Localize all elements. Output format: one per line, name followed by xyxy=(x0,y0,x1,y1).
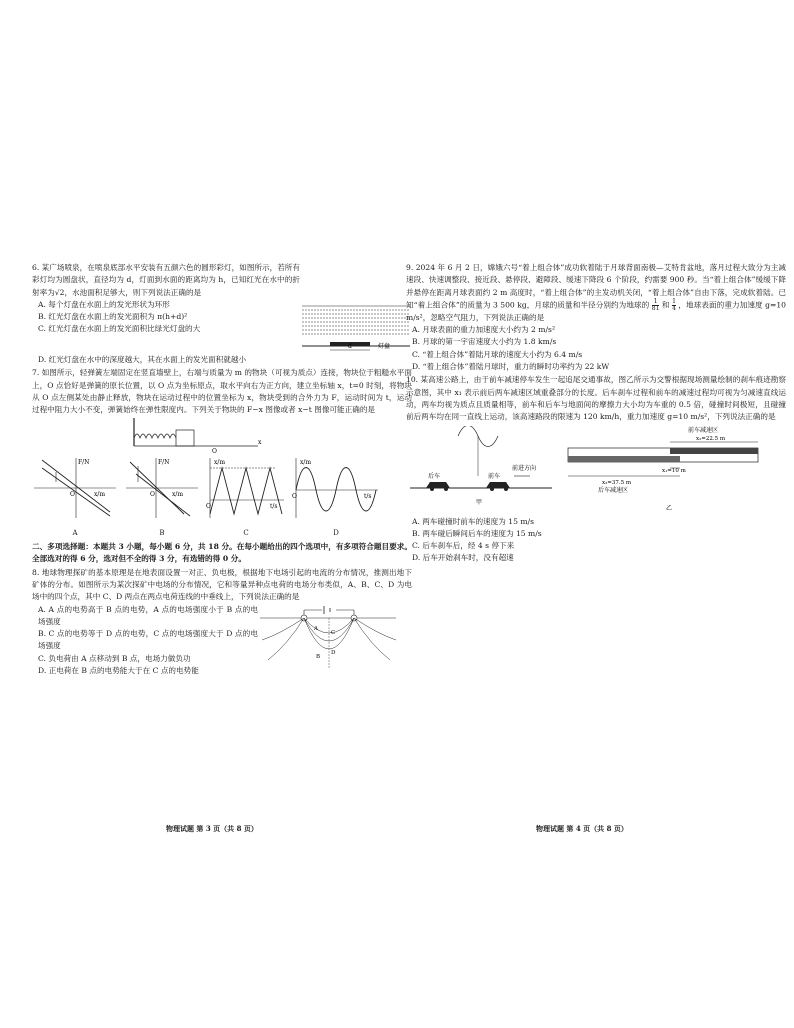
q7-c-xlab: t/s xyxy=(270,503,278,511)
question-7 xyxy=(32,367,412,539)
question-8 xyxy=(32,567,412,678)
q7-a-ylab: F/N xyxy=(78,459,90,467)
right-page xyxy=(406,262,786,566)
q10-fig-front-zone: 前车减速区 xyxy=(688,426,719,434)
q7-spring-figure xyxy=(128,416,268,454)
q6-option-c: C. 红光灯盘在水面上的发光面积比绿光灯盘的大 xyxy=(38,324,201,334)
left-page xyxy=(32,262,412,678)
q8-fig-a: A xyxy=(314,625,318,632)
q7-d-ylab: x/m xyxy=(300,459,312,467)
q10-fig-x1: x₁=10 m xyxy=(662,467,686,474)
q9-stem-a: 9. 2024 年 6 月 2 日，嫦娥六号“着上组合体”成功软着陆于月球背面南极—艾特肯盆地，落月过程大致分为主减速段、快速调整段、接近段、悬停段、避障段、缓速下降段 6 个阶段，约需要 900 秒。当“着上组合体”缓缓下降并悬停在距离月球表面约 2 m 高度时，“着上组合体”的主发动机关闭，“着上组合体”自由下落，完成软着陆。已知“着上组合体”的质量为 3 500 kg，月球的质量和半径分别约为地球的 xyxy=(406,263,786,310)
q7-fig-O: O xyxy=(212,448,217,455)
q7-a-origin: O xyxy=(70,491,75,499)
q10-fig-x2: x₂=22.5 m xyxy=(696,435,726,442)
q7-graph-c xyxy=(206,456,286,539)
left-page-footer: 物理试题 第 3 页（共 8 页） xyxy=(166,824,258,833)
right-page-footer: 物理试题 第 4 页（共 8 页） xyxy=(536,824,628,833)
q7-c-origin: O xyxy=(206,503,211,511)
q9-option-d: D. “着上组合体”着陆月球时，重力的瞬时功率约为 22 kW xyxy=(412,362,610,372)
q6-option-d: D. 红光灯盘在水中的深度越大，其在水面上的发光面积就越小 xyxy=(38,355,247,364)
q10-figure-jia xyxy=(406,426,556,512)
q9-option-b: B. 月球的第一宇宙速度大小约为 1.8 km/s xyxy=(412,337,557,347)
q7-a-xlab: x/m xyxy=(94,491,106,499)
q10-fig-jia: 甲 xyxy=(476,498,483,506)
q7-graph-d xyxy=(292,456,380,539)
q7-c-letter: C xyxy=(243,528,249,537)
q8-option-a: A. A 点的电势高于 B 点的电势，A 点的电场强度小于 B 点的电场强度 xyxy=(38,604,258,626)
q10-fig-front-car: 前车 xyxy=(488,472,501,480)
q10-option-a: A. 两车碰撞时前车的速度为 15 m/s xyxy=(412,516,534,526)
q8-stem: 8. 地球物理探矿的基本原理是在地表面设置一对正、负电极，根据地下电场引起的电流的分布情况，推测出地下矿体的分布。如图所示为某次探矿中电场的分布情况，它和等量异种点电荷的电场分布类似，A、B、C、D 为电场中的四个点，其中 C、D 两点在两点电荷连线的中垂线上，下列说法正确的是 xyxy=(32,567,412,602)
q9-option-c: C. “着上组合体”着陆月球的速度大小约为 6.4 m/s xyxy=(412,349,583,359)
q9-frac2-den: 4 xyxy=(672,304,676,312)
q10-option-c: C. 后车刹车后，经 4 s 停下来 xyxy=(412,541,515,551)
q10-figure-yi xyxy=(562,426,762,516)
q9-frac1-den: 81 xyxy=(651,304,660,312)
q9-fraction-mass xyxy=(652,299,660,312)
q7-b-xlab: x/m xyxy=(172,491,184,499)
question-10 xyxy=(406,374,786,564)
q10-fig-rear-zone: 后车减速区 xyxy=(598,486,629,494)
section-2-heading: 二、多项选择题：本题共 3 小题，每小题 6 分，共 18 分。在每小题给出的四个选项中，有多项符合题目要求。全部选对的得 6 分，选对但不全的得 3 分，有选错的得 0 分。 xyxy=(32,542,412,564)
q9-stem-b: 和 xyxy=(661,300,670,310)
q8-fig-d: D xyxy=(331,649,336,656)
q8-fig-c: C xyxy=(331,629,336,636)
q7-stem: 7. 如图所示，轻弹簧左端固定在竖直墙壁上，右端与质量为 m 的物块（可视为质点）连接，物块位于粗糙水平面上，O 点恰好是弹簧的原长位置，以 O 点为坐标原点，取水平向右为正方向，建立坐标轴 x，t=0 时刻，将物块从 O 点左侧某处由静止释放，物块在运动过程中的位置坐标为 x，物块受到的合外力为 F，运动时间为 t，运动过程中阻力大小不变，弹簧始终在弹性限度内。下列关于物块的 F−x 图像或者 x−t 图像可能正确的是 xyxy=(32,368,412,415)
q9-frac2-num: 1 xyxy=(672,297,676,305)
q7-graph-a xyxy=(32,456,118,539)
q6-stem: 6. 某广场喷泉，在喷泉底部水平安装有五颜六色的圆形彩灯，如图所示，若所有彩灯均为圆盘状，直径均为 d，灯面到水面的距离均为 h，已知红光在水中的折射率为√2，水池面积足够大，则下列说法正确的是 xyxy=(32,263,300,297)
q10-option-d: D. 后车开始刹车时，没有超速 xyxy=(412,553,514,563)
q7-fig-x: x xyxy=(258,439,262,447)
q6-fig-d: d xyxy=(348,343,352,350)
q8-option-b: B. C 点的电势等于 D 点的电势，C 点的电场强度大于 D 点的电场强度 xyxy=(38,629,258,651)
q7-answer-graphs xyxy=(32,456,412,539)
q6-fig-lamp: 灯盘 xyxy=(378,343,391,350)
q6-fountain-figure xyxy=(300,302,412,354)
q8-field-figure xyxy=(258,604,398,670)
q10-figures xyxy=(406,426,786,516)
question-9 xyxy=(406,262,786,373)
q7-b-letter: B xyxy=(159,528,165,537)
q6-option-b: B. 红光灯盘在水面上的发光面积为 π(h+d)² xyxy=(38,312,188,322)
q10-fig-x3: x₃=37.5 m xyxy=(602,479,632,486)
q7-b-origin: O xyxy=(150,491,155,499)
question-6 xyxy=(32,262,412,366)
q10-stem: 10. 某高速公路上，由于前车减速停车发生一起追尾交通事故，图乙所示为交警根据现场测量绘制的刹车痕迹勘察示意图，其中 x₁ 表示前后两车减速区域重叠部分的长度。后车刹车过程和前车的减速过程均可视为匀减速直线运动，两车均视为质点且质量相等，前车和后车与地面间的摩擦力大小均为车重的 0.5 倍，碰撞时间极短，且碰撞前后两车均在同一直线上运动，该高速路段的限速为 120 km/h，重力加速度 g=10 m/s²，下列说法正确的是 xyxy=(406,375,786,422)
q7-b-ylab: F/N xyxy=(158,459,170,467)
q10-fig-rear-car: 后车 xyxy=(428,472,441,480)
q7-a-letter: A xyxy=(72,528,78,537)
q7-d-letter: D xyxy=(333,528,339,537)
q6-option-a: A. 每个灯盘在水面上的发光形状为环形 xyxy=(38,299,170,309)
q7-d-xlab: t/s xyxy=(364,493,372,501)
q10-fig-yi: 乙 xyxy=(666,504,673,512)
q10-option-b: B. 两车碰后瞬间后车的速度为 15 m/s xyxy=(412,528,542,538)
q9-fraction-radius xyxy=(672,299,676,312)
q9-stem-c: ，地球表面的重力加速度 g=10 m/s²，忽略空气阻力，下列说法正确的是 xyxy=(406,300,786,322)
q9-option-a: A. 月球表面的重力加速度大小约为 2 m/s² xyxy=(412,325,555,335)
q7-graph-b xyxy=(124,456,200,539)
q7-d-origin: O xyxy=(292,493,297,501)
q7-c-ylab: x/m xyxy=(214,459,226,467)
q9-frac1-num: 1 xyxy=(653,297,658,305)
q8-option-d: D. 正电荷在 B 点的电势能大于在 C 点的电势能 xyxy=(38,666,199,676)
q8-fig-b: B xyxy=(316,653,321,660)
q10-fig-direction: 前进方向 xyxy=(512,464,537,472)
q8-option-c: C. 负电荷由 A 点移动到 B 点，电场力做负功 xyxy=(38,653,191,663)
